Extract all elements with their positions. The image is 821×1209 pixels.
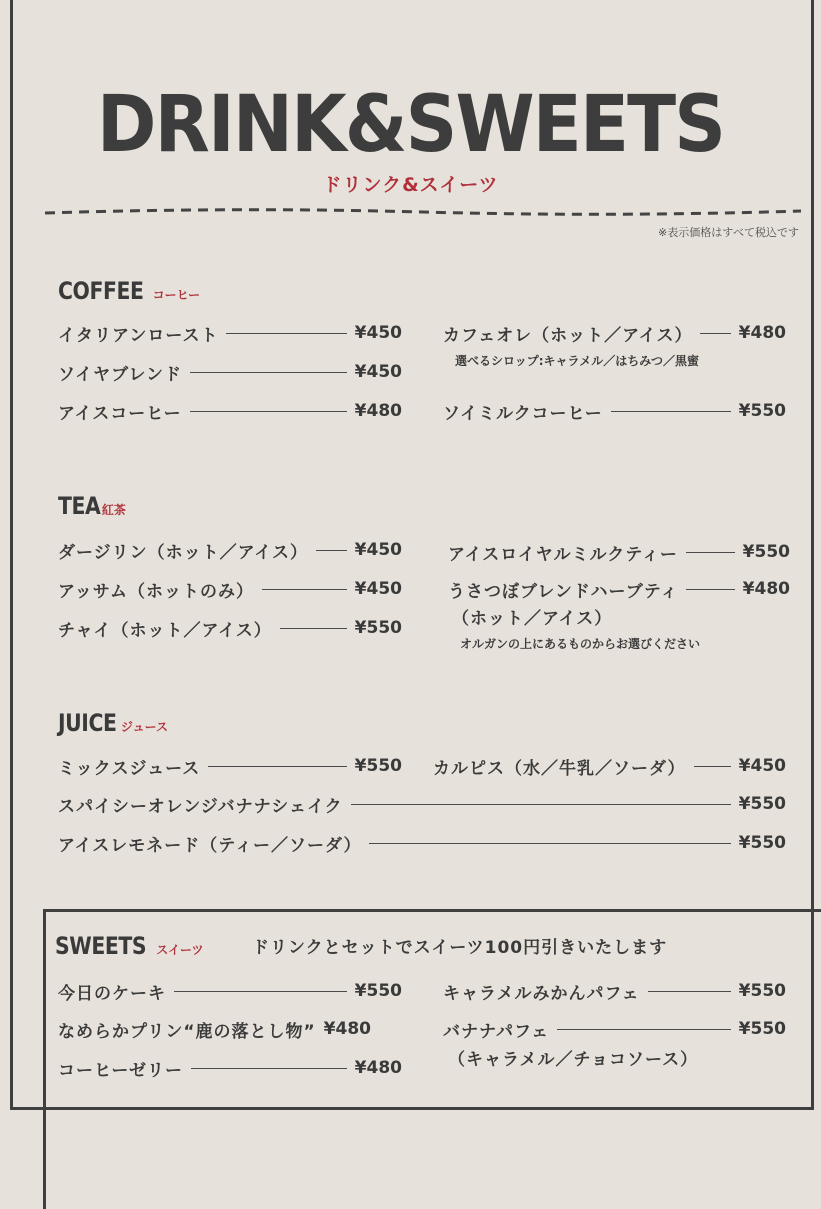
herb-sub: （ホット／アイス） (452, 609, 613, 629)
item-price: ¥450 (354, 540, 402, 560)
menu-item (443, 978, 786, 1004)
item-name: キャラメルみかんパフェ (443, 983, 640, 1004)
menu-item (58, 537, 402, 563)
item-name: ダージリン（ホット／アイス） (58, 542, 308, 563)
item-name: コーヒーゼリー (58, 1060, 183, 1081)
menu-item (58, 753, 402, 779)
menu-item (58, 978, 402, 1004)
item-name: ソイミルクコーヒー (443, 403, 603, 424)
item-name: アッサム（ホットのみ） (58, 581, 254, 602)
item-name: うさつぼブレンドハーブティ (448, 581, 679, 602)
menu-item (58, 398, 402, 424)
section-title: JUICE (58, 709, 117, 737)
menu-item (58, 359, 402, 385)
item-name: アイスロイヤルミルクティー (448, 544, 678, 565)
menu-item (448, 576, 790, 602)
item-price: ¥550 (354, 618, 402, 638)
section-title: SWEETS (55, 932, 147, 960)
item-name: カフェオレ（ホット／アイス） (443, 325, 693, 346)
menu-item (58, 1016, 402, 1042)
item-name: チャイ（ホット／アイス） (58, 620, 272, 641)
item-price: ¥450 (354, 362, 402, 382)
menu-item (58, 320, 402, 346)
section-jp: コーヒー (152, 288, 201, 302)
item-name: イタリアンロースト (58, 325, 219, 346)
banana-sub: （キャラメル／チョコソース） (448, 1050, 699, 1070)
menu-item (58, 1055, 402, 1081)
menu-item (58, 615, 402, 641)
menu-item (433, 753, 786, 779)
page-subtitle: ドリンク&スイーツ (322, 174, 499, 196)
tea-heading (58, 492, 126, 520)
item-price: ¥480 (354, 1058, 402, 1078)
item-price: ¥550 (738, 1019, 786, 1039)
item-name: バナナパフェ (443, 1021, 550, 1042)
item-price: ¥480 (354, 401, 402, 421)
item-name: アイスコーヒー (58, 403, 182, 424)
menu-item (58, 830, 786, 856)
item-price: ¥450 (738, 756, 786, 776)
item-name: なめらかプリン“鹿の落とし物” (58, 1021, 316, 1042)
menu-item (443, 320, 786, 346)
item-price: ¥480 (742, 579, 790, 599)
section-jp: ジュース (120, 720, 169, 734)
syrup-note: 選べるシロップ:キャラメル／はちみつ／黒蜜 (455, 354, 699, 368)
item-name: アイスレモネード（ティー／ソーダ） (58, 835, 362, 856)
page-title: DRINK&SWEETS (96, 80, 725, 170)
item-name: スパイシーオレンジバナナシェイク (58, 796, 343, 817)
item-price: ¥480 (738, 323, 786, 343)
dashed-divider (45, 205, 801, 219)
menu-item (443, 1016, 786, 1042)
menu-item (58, 576, 402, 602)
item-name: ソイヤブレンド (58, 364, 183, 385)
coffee-heading (58, 277, 200, 305)
item-price: ¥550 (738, 833, 786, 853)
menu-item (443, 398, 786, 424)
section-title: COFFEE (58, 277, 144, 305)
item-price: ¥550 (738, 794, 786, 814)
item-price: ¥480 (323, 1019, 371, 1039)
section-jp: 紅茶 (101, 503, 126, 517)
juice-heading (58, 709, 168, 737)
item-name: カルピス（水／牛乳／ソーダ） (433, 758, 686, 779)
sweets-set-note: ドリンクとセットでスイーツ100円引きいたします (252, 938, 668, 958)
section-title: TEA (58, 492, 101, 520)
item-name: ミックスジュース (58, 758, 201, 779)
item-price: ¥550 (354, 981, 402, 1001)
item-price: ¥550 (738, 401, 786, 421)
item-price: ¥550 (742, 542, 790, 562)
menu-item (58, 791, 786, 817)
item-price: ¥550 (738, 981, 786, 1001)
item-price: ¥550 (354, 756, 402, 776)
section-jp: スイーツ (156, 943, 204, 957)
item-price: ¥450 (354, 579, 402, 599)
item-name: 今日のケーキ (58, 983, 166, 1004)
sweets-heading (55, 932, 203, 960)
herb-note: オルガンの上にあるものからお選びください (460, 637, 701, 651)
menu-item (448, 539, 790, 565)
item-price: ¥450 (354, 323, 402, 343)
tax-note: ※表示価格はすべて税込です (658, 226, 799, 239)
